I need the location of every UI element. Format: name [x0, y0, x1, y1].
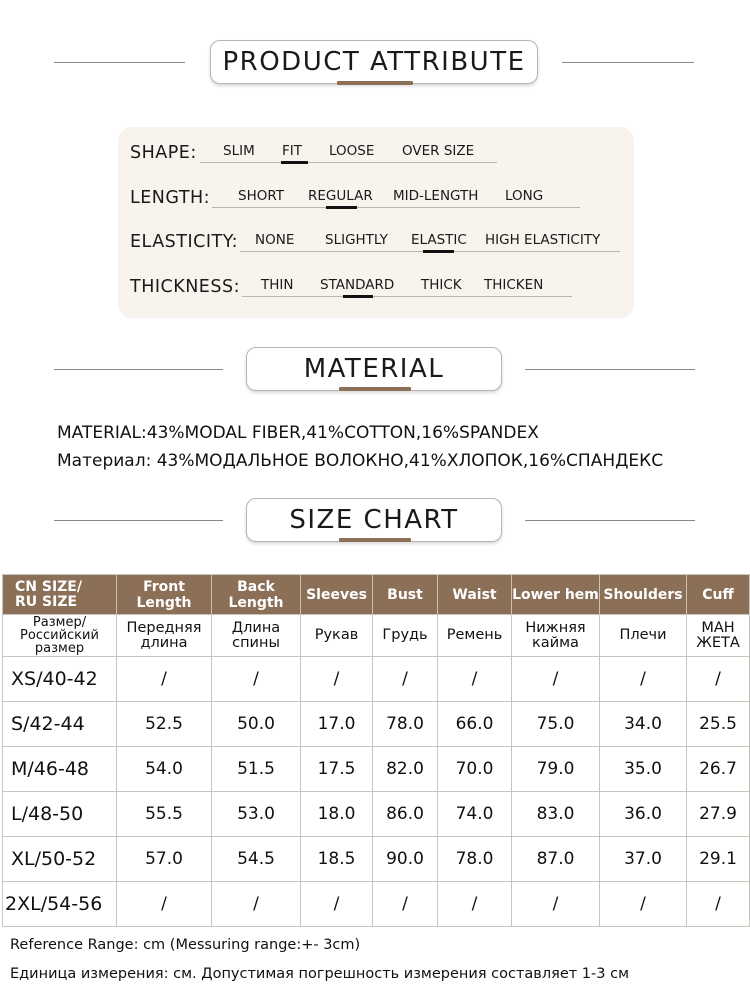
measurement-cell: 86.0 — [373, 792, 438, 837]
measurement-cell: 78.0 — [438, 837, 512, 882]
measurement-cell: 83.0 — [512, 792, 600, 837]
attribute-row-shape — [118, 141, 634, 171]
measurement-cell: 35.0 — [600, 747, 687, 792]
measurement-cell: 18.0 — [301, 792, 373, 837]
attribute-option: LOOSE — [329, 143, 375, 159]
title-underbar — [339, 538, 411, 542]
measurement-cell: 75.0 — [512, 702, 600, 747]
column-header: Lower hem — [512, 575, 600, 615]
attribute-option: THICK — [421, 277, 462, 293]
size-label-cell: 2XL/54-56 — [3, 882, 117, 927]
divider-line — [562, 62, 694, 63]
measurement-cell: 17.5 — [301, 747, 373, 792]
reference-note-ru: Единица измерения: см. Допустимая погрешность измерения составляет 1-3 см — [10, 966, 630, 982]
attribute-row-length — [118, 186, 634, 216]
measurement-cell: / — [117, 882, 212, 927]
measurement-cell: / — [117, 657, 212, 702]
measurement-cell: 27.9 — [687, 792, 750, 837]
section-title: MATERIAL — [246, 347, 502, 391]
measurement-cell: / — [512, 657, 600, 702]
attribute-option: LONG — [505, 188, 544, 204]
measurement-cell: / — [373, 882, 438, 927]
measurement-cell: / — [373, 657, 438, 702]
divider-line — [54, 520, 223, 521]
option-baseline — [212, 207, 580, 208]
measurement-cell: / — [600, 657, 687, 702]
table-header-row-en — [3, 575, 750, 615]
measurement-cell: 54.5 — [212, 837, 301, 882]
table-row — [3, 837, 750, 882]
column-header-ru: Размер/ Российский размер — [3, 615, 117, 657]
measurement-cell: 52.5 — [117, 702, 212, 747]
attribute-row-elasticity — [118, 230, 634, 260]
measurement-cell: / — [212, 657, 301, 702]
column-header: Bust — [373, 575, 438, 615]
selected-marker — [343, 295, 373, 298]
measurement-cell: 74.0 — [438, 792, 512, 837]
attribute-panel — [118, 127, 634, 318]
measurement-cell: 34.0 — [600, 702, 687, 747]
measurement-cell: 57.0 — [117, 837, 212, 882]
column-header-ru: Ремень — [438, 615, 512, 657]
material-text-en: MATERIAL:43%MODAL FIBER,41%COTTON,16%SPANDEX — [57, 423, 539, 443]
measurement-cell: 18.5 — [301, 837, 373, 882]
attribute-option: THICKEN — [484, 277, 544, 293]
measurement-cell: / — [600, 882, 687, 927]
attribute-option: SLIM — [223, 143, 255, 159]
attribute-option: SHORT — [238, 188, 284, 204]
measurement-cell: 36.0 — [600, 792, 687, 837]
measurement-cell: 37.0 — [600, 837, 687, 882]
material-text-ru: Материал: 43%МОДАЛЬНОЕ ВОЛОКНО,41%ХЛОПОК,16%СПАНДЕКС — [57, 451, 664, 471]
table-row — [3, 882, 750, 927]
measurement-cell: 51.5 — [212, 747, 301, 792]
measurement-cell: / — [687, 657, 750, 702]
attribute-option: MID-LENGTH — [393, 188, 479, 204]
column-header: Sleeves — [301, 575, 373, 615]
divider-line — [525, 369, 695, 370]
title-underbar — [337, 81, 413, 85]
column-header-ru: Передняя длина — [117, 615, 212, 657]
divider-line — [54, 369, 223, 370]
measurement-cell: 82.0 — [373, 747, 438, 792]
measurement-cell: 17.0 — [301, 702, 373, 747]
column-header-ru: Длина спины — [212, 615, 301, 657]
size-label-cell: L/48-50 — [3, 792, 117, 837]
selected-marker — [326, 206, 357, 209]
table-header-row-ru — [3, 615, 750, 657]
section-title: SIZE CHART — [246, 498, 502, 542]
attribute-option-selected: STANDARD — [320, 277, 395, 293]
size-table — [2, 574, 750, 927]
measurement-cell: 53.0 — [212, 792, 301, 837]
attribute-option-selected: ELASTIC — [411, 232, 467, 248]
measurement-cell: / — [212, 882, 301, 927]
column-header: Front Length — [117, 575, 212, 615]
section-title: PRODUCT ATTRIBUTE — [210, 40, 538, 84]
attribute-label: THICKNESS: — [130, 277, 240, 297]
attribute-label: LENGTH: — [130, 188, 211, 208]
divider-line — [54, 62, 185, 63]
measurement-cell: 26.7 — [687, 747, 750, 792]
column-header-ru: МАН ЖЕТА — [687, 615, 750, 657]
measurement-cell: 70.0 — [438, 747, 512, 792]
size-label-cell: S/42-44 — [3, 702, 117, 747]
material-header — [0, 347, 750, 397]
measurement-cell: 79.0 — [512, 747, 600, 792]
measurement-cell: / — [301, 657, 373, 702]
measurement-cell: / — [512, 882, 600, 927]
title-underbar — [339, 387, 411, 391]
column-header: Back Length — [212, 575, 301, 615]
measurement-cell: 87.0 — [512, 837, 600, 882]
attribute-option-selected: REGULAR — [308, 188, 373, 204]
measurement-cell: 78.0 — [373, 702, 438, 747]
selected-marker — [281, 161, 308, 164]
size-chart-header — [0, 498, 750, 548]
measurement-cell: / — [438, 882, 512, 927]
measurement-cell: 29.1 — [687, 837, 750, 882]
attribute-option: NONE — [255, 232, 295, 248]
measurement-cell: 66.0 — [438, 702, 512, 747]
measurement-cell: 90.0 — [373, 837, 438, 882]
column-header-ru: Плечи — [600, 615, 687, 657]
attribute-option: HIGH ELASTICITY — [485, 232, 601, 248]
measurement-cell: 55.5 — [117, 792, 212, 837]
column-header: CN SIZE/ RU SIZE — [3, 575, 117, 615]
column-header: Cuff — [687, 575, 750, 615]
table-row — [3, 702, 750, 747]
attribute-row-thickness — [118, 275, 634, 305]
column-header-ru: Нижняя кайма — [512, 615, 600, 657]
size-label-cell: M/46-48 — [3, 747, 117, 792]
column-header-ru: Грудь — [373, 615, 438, 657]
attribute-option: SLIGHTLY — [325, 232, 388, 248]
option-baseline — [242, 296, 572, 297]
measurement-cell: 25.5 — [687, 702, 750, 747]
measurement-cell: / — [438, 657, 512, 702]
divider-line — [525, 520, 695, 521]
table-row — [3, 747, 750, 792]
table-row — [3, 657, 750, 702]
size-label-cell: XL/50-52 — [3, 837, 117, 882]
table-row — [3, 792, 750, 837]
selected-marker — [423, 250, 454, 253]
column-header-ru: Рукав — [301, 615, 373, 657]
measurement-cell: / — [687, 882, 750, 927]
measurement-cell: 50.0 — [212, 702, 301, 747]
column-header: Waist — [438, 575, 512, 615]
attribute-option: OVER SIZE — [402, 143, 475, 159]
measurement-cell: / — [301, 882, 373, 927]
size-label-cell: XS/40-42 — [3, 657, 117, 702]
measurement-cell: 54.0 — [117, 747, 212, 792]
attribute-label: SHAPE: — [130, 143, 197, 163]
attribute-option: THIN — [261, 277, 294, 293]
attribute-label: ELASTICITY: — [130, 232, 238, 252]
column-header: Shoulders — [600, 575, 687, 615]
option-baseline — [200, 162, 497, 163]
reference-note-en: Reference Range: cm (Messuring range:+- 3cm) — [10, 937, 361, 953]
attribute-option-selected: FIT — [282, 143, 302, 159]
product-attribute-header — [0, 40, 750, 90]
